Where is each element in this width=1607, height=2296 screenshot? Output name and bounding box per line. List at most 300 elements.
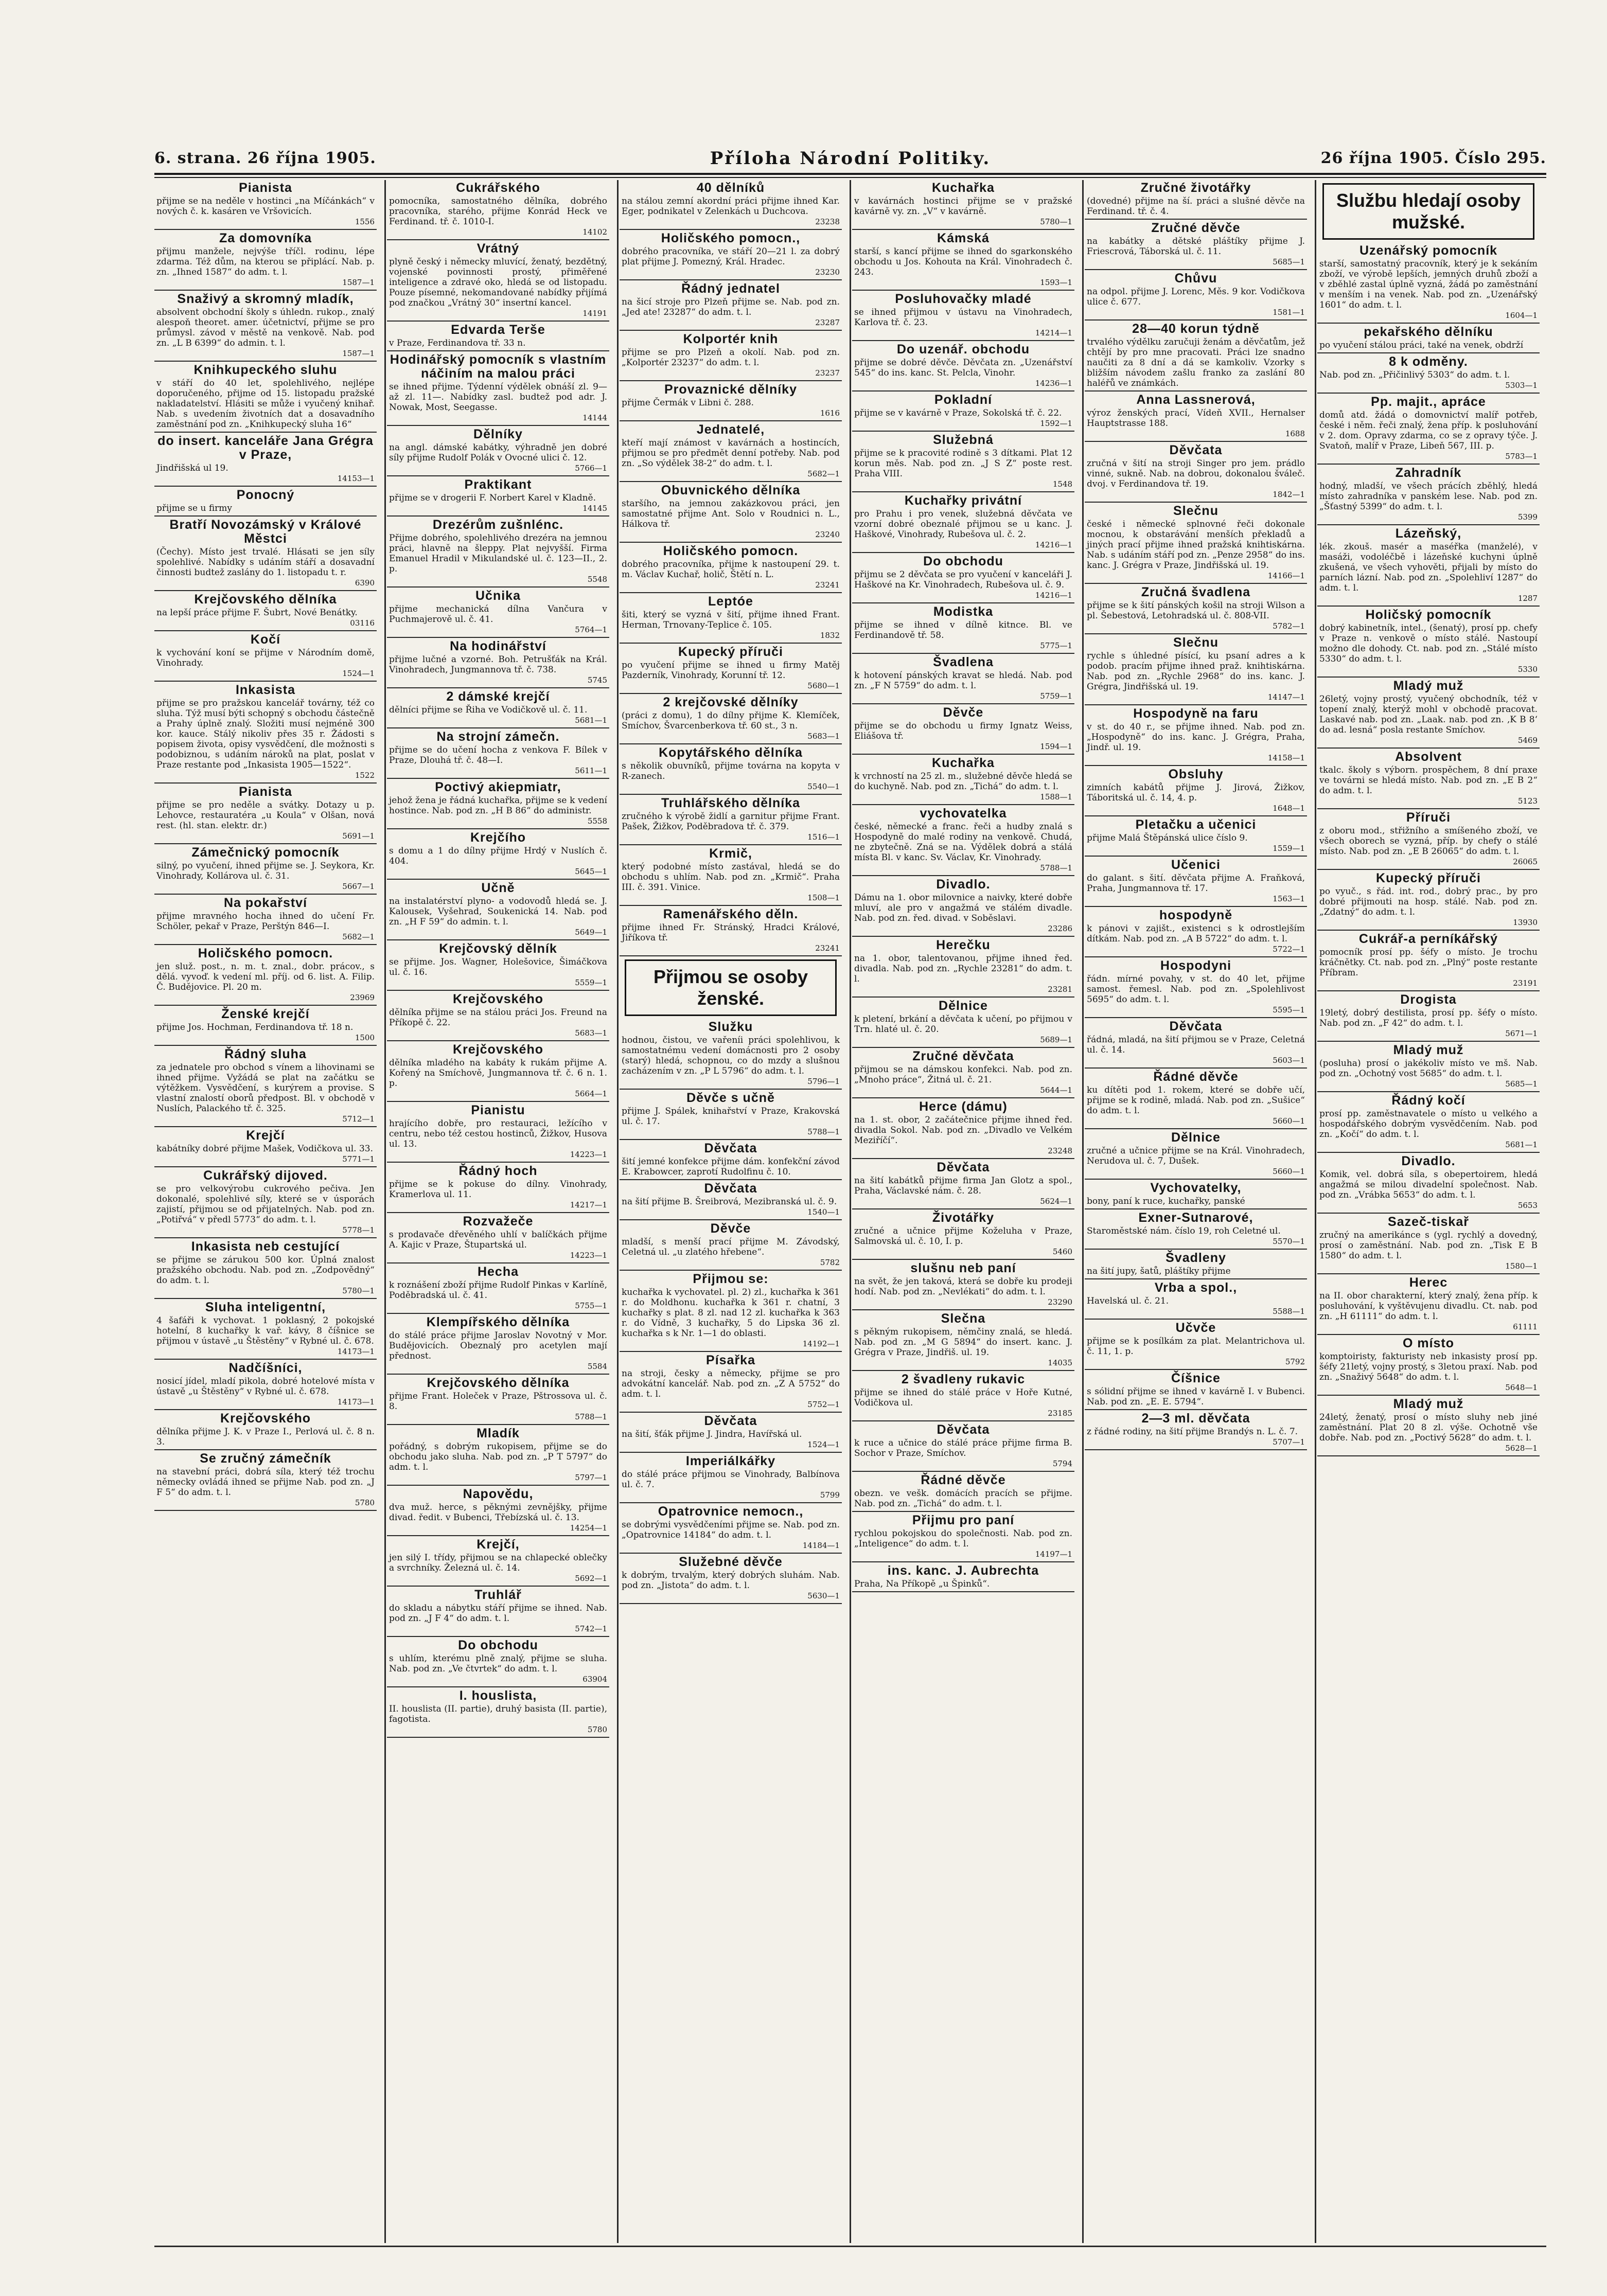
ad-title: O místo xyxy=(1402,1336,1455,1350)
classified-ad xyxy=(620,282,842,331)
ad-title: Řádné děvče xyxy=(1153,1070,1239,1084)
ad-body: přijmou se na dámskou konfekci. Nab. pod zn. „Mnoho práce“, Žitná ul. č. 21. xyxy=(854,1064,1072,1085)
classified-ad xyxy=(1085,585,1307,634)
classified-ad xyxy=(1085,504,1307,584)
classified-ad xyxy=(1085,272,1307,321)
ad-title: Děvčata xyxy=(1169,443,1223,457)
ad-body: 26letý, vojny prostý, vyučený obchodník, též v topení znalý, kterýž mohl v obchodě pracovat. Laskavé nab. pod zn. „Laak. nab. pod zn. ‚K B 8‘ do ad. lesná“ posla restante Smíchov. xyxy=(1319,694,1538,735)
ad-number: 5682—1 xyxy=(807,469,840,478)
ad-body: výroz ženských prací, Vídeň XVII., Hernalser Hauptstrasse 188. xyxy=(1087,408,1305,429)
classified-ad xyxy=(1317,527,1540,607)
ad-number: 5628—1 xyxy=(1505,1444,1538,1453)
ad-number: 23290 xyxy=(1048,1297,1072,1307)
ad-number: 5660—1 xyxy=(1273,1167,1305,1176)
ad-number: 5771—1 xyxy=(342,1154,375,1164)
ad-title: Přijmu pro paní xyxy=(912,1513,1015,1527)
classified-ad xyxy=(1085,1181,1307,1209)
classified-ad xyxy=(154,232,377,291)
ad-body: na šití jupy, šatů, pláštíky přijme xyxy=(1087,1266,1231,1276)
ad-body: na instalatérství plyno- a vodovodů hledá se. J. Kalousek, Vyšehrad, Soukenická 14. Nab. pod zn. „H F 59“ do admin. t. l. xyxy=(389,896,607,927)
classified-ad xyxy=(852,1423,1074,1472)
ad-title: Pianista xyxy=(239,785,292,799)
ad-number: 14173—1 xyxy=(337,1347,375,1356)
classified-ad xyxy=(1085,959,1307,1018)
ad-body: se pro velkovýrobu cukrového pečiva. Jen dokonalé, spolehlivé síly, které se v úsporách zajistí, přijmou se od přijatelných. Nab. pod zn. „Potiřvá“ v předl 5773“ do adm. t. l. xyxy=(156,1184,375,1225)
ad-number: 5680—1 xyxy=(807,681,840,690)
ad-title: Cukrářského xyxy=(456,181,540,195)
ad-title: Řádný sluha xyxy=(224,1047,307,1061)
ad-body: (dovedné) přijme na ší. práci a slušné děvče na Ferdinand. tř. č. 4. xyxy=(1087,196,1305,217)
ad-body: k vrchností na 25 zl. m., služebné děvče hledá se do kuchyně. Nab. pod zn. „Tichá“ do adm. t. l. xyxy=(854,771,1072,792)
classified-ad xyxy=(1317,750,1540,809)
ad-title: Zámečnický pomocník xyxy=(191,845,340,860)
ad-title: Dělníky xyxy=(473,427,523,441)
ad-number: 14144 xyxy=(582,413,607,422)
ad-title: Drezérům zušnlénc. xyxy=(432,518,564,532)
ad-number: 6390 xyxy=(355,578,375,588)
header-rule-thin xyxy=(154,177,1546,178)
ad-body: do stálé práce přijme Jaroslav Novotný v Mor. Budějovicích. Obeznalý pro acetylen mají přednost. xyxy=(389,1330,607,1361)
page-header-right: 26 října 1905. Číslo 295. xyxy=(1320,149,1546,167)
ad-title: Imperiálkářky xyxy=(685,1454,776,1468)
classified-ad xyxy=(387,428,609,476)
ad-title: Rozvažeče xyxy=(463,1214,534,1229)
ad-number: 5653 xyxy=(1517,1201,1538,1210)
ad-title: Mladý muž xyxy=(1393,1043,1464,1057)
ad-body: přijme se ihned do stálé práce v Hoře Kutné, Vodičkova ul. xyxy=(854,1387,1072,1408)
ad-body: šiti, který se vyzná v šití, přijme ihned Frant. Herman, Trnovany-Teplice č. 105. xyxy=(622,610,840,630)
classified-ad xyxy=(620,1091,842,1140)
column-divider xyxy=(1315,180,1316,2243)
ad-title: Švadleny xyxy=(1165,1251,1226,1265)
ad-body: na 1. obor, talentovanou, přijme ihned řed. divadla. Nab. pod zn. „Rychle 23281“ do adm. t. l. xyxy=(854,953,1072,984)
ad-number: 5603—1 xyxy=(1273,1056,1305,1065)
ad-number: 14254—1 xyxy=(570,1523,607,1533)
ad-title: Děvčata xyxy=(937,1422,990,1437)
ad-body: za jednatele pro obchod s vínem a lihovinami se ihned přijme. Vyžádá se plat na začátku se výtěžkem. Vysvědčení, s kurýrem a provise. S vlastní znalostí oborů předpost. Bl. v obchodě v Nuslích, Palackého tř. č. 325. xyxy=(156,1062,375,1114)
ad-number: 5681—1 xyxy=(1505,1140,1538,1149)
ad-title: Knihkupeckého sluhu xyxy=(193,363,338,377)
ad-title: Leptóe xyxy=(708,594,753,609)
classified-ad xyxy=(620,1505,842,1554)
ad-body: staršího, na jemnou zakázkovou práci, jen samostatné přijme Ant. Solo v Roudnici n. L., Hálkova tř. xyxy=(622,499,840,529)
classified-ad xyxy=(387,353,609,426)
ad-body: přijme se do obchodu u firmy Ignatz Weiss, Eliášova tř. xyxy=(854,721,1072,741)
classified-ad xyxy=(1317,1276,1540,1335)
classified-ad xyxy=(154,1301,377,1360)
classified-ad xyxy=(1317,811,1540,870)
ad-body: přijme se v kavárně v Praze, Sokolská tř. č. 22. xyxy=(854,408,1062,418)
ad-title: Opatrovnice nemocn., xyxy=(658,1504,804,1519)
ad-number: 5664—1 xyxy=(575,1089,607,1098)
ad-number: 5611—1 xyxy=(575,766,607,775)
classified-ad xyxy=(387,1376,609,1425)
ad-body: mladší, s menší prací přijme M. Závodský, Celetná ul. „u zlatého hřebene“. xyxy=(622,1237,840,1257)
ad-number: 1540—1 xyxy=(807,1207,840,1217)
ad-title: Děvčata xyxy=(704,1414,757,1428)
ad-number: 5796—1 xyxy=(807,1077,840,1086)
ad-number: 5584 xyxy=(587,1362,607,1371)
ad-title: Kupecký příruči xyxy=(678,645,783,659)
ad-title: Holičského pomocn., xyxy=(661,231,801,245)
classified-ad xyxy=(1317,608,1540,678)
classified-ad xyxy=(387,730,609,779)
classified-ad xyxy=(852,938,1074,998)
classified-ad xyxy=(620,696,842,744)
classified-ad xyxy=(387,589,609,638)
classified-ad xyxy=(154,785,377,844)
classified-ad xyxy=(387,1588,609,1637)
ad-body: z řádné rodiny, na šití přijme Brandýs n. L. č. 7. xyxy=(1087,1427,1298,1437)
ad-title: Kočí xyxy=(250,632,281,647)
ad-number: 5752—1 xyxy=(807,1400,840,1409)
ad-body: zručné a učnice přijme se na Král. Vinohradech, Nerudova ul. č. 7, Dušek. xyxy=(1087,1146,1305,1166)
ad-body: přijme ihned Fr. Stránský, Hradci Králové, Jiříkova tř. xyxy=(622,922,840,943)
classified-ad xyxy=(852,706,1074,755)
ad-title: Kopytářského dělníka xyxy=(659,745,803,760)
ad-title: Holičského pomocn. xyxy=(198,946,333,960)
classified-ad xyxy=(1085,818,1307,857)
ad-number: 5399 xyxy=(1517,512,1538,522)
ad-title: Krejčovského xyxy=(453,992,543,1006)
ad-title: hospodyně xyxy=(1159,908,1233,922)
ad-body: v st. do 40 r., se přijme ihned. Nab. pod zn. „Hospodyně“ do ins. kanc. J. Grégra, Praha, Jindř. ul. 19. xyxy=(1087,722,1305,753)
ad-title: Učně xyxy=(481,881,515,895)
ad-body: ku dítěti pod 1. rokem, které se dobře učí, přijme se k rodině, mladá. Nab. pod zn. „Sušice“ do adm. t. l. xyxy=(1087,1085,1305,1116)
ad-number: 5540—1 xyxy=(807,782,840,791)
ad-title: Sluha inteligentní, xyxy=(205,1300,326,1314)
ad-title: Hospodyně na faru xyxy=(1133,706,1259,721)
classified-ad xyxy=(620,796,842,845)
classified-ad xyxy=(387,881,609,940)
ad-number: 5778—1 xyxy=(342,1225,375,1235)
ad-body: s domu a 1 do dílny přijme Hrdý v Nuslích č. 404. xyxy=(389,846,607,866)
classified-ad xyxy=(852,292,1074,341)
classified-ad xyxy=(387,942,609,991)
section-heading-box: Přijmou se osoby ženské. xyxy=(625,959,837,1016)
ad-number: 14223—1 xyxy=(570,1251,607,1260)
classified-ad xyxy=(154,683,377,784)
classified-ad xyxy=(387,1639,609,1687)
classified-ad xyxy=(154,1412,377,1450)
ad-body: nosicí jídel, mladí pikola, dobré hotelové místa v ústavě „u Štěstěny“ v Rybné ul. č. 678. xyxy=(156,1376,375,1397)
classified-ad xyxy=(1085,1321,1307,1370)
ad-title: Pletačku a učenici xyxy=(1135,817,1257,832)
ad-number: 1587—1 xyxy=(342,349,375,358)
column-4 xyxy=(852,180,1074,2243)
column-divider xyxy=(384,180,386,2243)
ad-number: 5649—1 xyxy=(575,928,607,937)
classified-ad xyxy=(1317,1215,1540,1274)
ad-title: Na pokařství xyxy=(223,896,308,910)
ad-title: Na hodinářství xyxy=(450,639,546,653)
ad-title: Herečku xyxy=(936,938,991,952)
ad-body: s prodavače dřevěného uhlí v balíčkách přijme A. Kajic v Praze, Štupartská ul. xyxy=(389,1230,607,1250)
ad-number: 5788—1 xyxy=(575,1412,607,1421)
classified-ad xyxy=(154,488,377,517)
page-header-center: Příloha Národní Politiky. xyxy=(710,148,991,169)
classified-ad xyxy=(620,332,842,381)
classified-ad xyxy=(154,633,377,682)
ad-body: tkalc. školy s výborn. prospěchem, 8 dní praxe ve továrni se hledá místo. Nab. pod zn. „E B 2“ do adm. t. l. xyxy=(1319,765,1538,796)
page-header xyxy=(154,149,1546,172)
classified-ad xyxy=(1317,993,1540,1042)
ad-body: přijme se do učení hocha z venkova F. Bílek v Praze, Dlouhá tř. č. 48—I. xyxy=(389,745,607,766)
classified-ad xyxy=(1317,1397,1540,1456)
classified-ad xyxy=(1317,466,1540,525)
ad-number: 1593—1 xyxy=(1040,278,1072,287)
ad-body: zimních kabátů přijme J. Jirová, Žižkov, Táboritská ul. č. 14, 4. p. xyxy=(1087,782,1305,803)
classified-ad xyxy=(620,1142,842,1180)
classified-ad xyxy=(1317,679,1540,749)
ad-body: trvalého výdělku zaručuji ženám a děvčatům, jež chtějí by pro mne pracovati. Práci lze snadno naučiti za 8 dní a dá se kamkoliv. Vzorky s bližším návodem zašlu franko za zaslání 80 haléřů ve známkách. xyxy=(1087,337,1305,388)
classified-ad xyxy=(154,896,377,945)
classified-ad xyxy=(1317,1043,1540,1092)
ad-number: 5764—1 xyxy=(575,625,607,634)
classified-ad xyxy=(852,232,1074,291)
ad-number: 5712—1 xyxy=(342,1114,375,1124)
ad-number: 5644—1 xyxy=(1040,1085,1072,1095)
ad-number: 14158—1 xyxy=(1267,753,1305,762)
ad-title: Slečna xyxy=(941,1311,986,1326)
section-heading-box: Službu hledají osoby mužské. xyxy=(1322,183,1534,240)
ad-body: pořádný, s dobrým rukopisem, přijme se do obchodu jako sluha. Nab. pod zn. „P T 5797“ do adm. t. l. xyxy=(389,1441,607,1472)
ad-title: Pianista xyxy=(239,181,292,195)
ad-title: Hospodyni xyxy=(1160,958,1232,973)
ad-body: Havelská ul. č. 21. xyxy=(1087,1296,1169,1306)
ad-number: 5691—1 xyxy=(342,831,375,841)
ad-body: 19letý, dobrý destilista, prosí pp. šéfy o místo. Nab. pod zn. „F 42“ do adm. t. l. xyxy=(1319,1008,1538,1028)
classified-ad xyxy=(1085,1211,1307,1250)
classified-ad xyxy=(154,1240,377,1299)
ad-number: 1500 xyxy=(355,1033,375,1042)
classified-ad xyxy=(852,494,1074,553)
ad-title: Kuchařka xyxy=(932,181,995,195)
ad-number: 5782 xyxy=(820,1258,840,1267)
classified-ad xyxy=(852,433,1074,492)
ad-title: Posluhovačky mladé xyxy=(895,292,1032,306)
ad-number: 14153—1 xyxy=(337,474,375,483)
ad-body: na II. obor charakterní, který znalý, žena příp. k posluhování, k vyštěvujenu divadlu. Ct. nab. pod zn. „H 61111“ do adm. t. l. xyxy=(1319,1291,1538,1322)
classified-ad xyxy=(154,434,377,487)
ad-title: Vychovatelky, xyxy=(1150,1181,1242,1195)
ad-title: Snaživý a skromný mladík, xyxy=(177,292,354,306)
ad-title: Ponocný xyxy=(236,488,295,502)
ad-body: Jindřišská ul 19. xyxy=(156,463,228,473)
classified-ad xyxy=(620,383,842,421)
classified-ad xyxy=(852,343,1074,391)
ad-title: Kolportér knih xyxy=(683,332,779,346)
ad-body: přijme se pro neděle a svátky. Dotazy u p. Lehovce, restauratéra „u Koula“ v Olšan, nová rest. (hl. stan. elektr. dr.) xyxy=(156,800,375,831)
ad-number: 5595—1 xyxy=(1273,1005,1305,1014)
ad-body: v Praze, Ferdinandova tř. 33 n. xyxy=(389,338,526,348)
classified-ad xyxy=(1317,1337,1540,1396)
classified-ad xyxy=(387,1043,609,1102)
ad-body: se dobrými vysvědčeními přijme se. Nab. pod zn. „Opatrovnice 14184“ do adm. t. l. xyxy=(622,1520,840,1540)
ad-title: Zručné děvče xyxy=(1151,221,1241,235)
ad-body: přijme Frant. Holeček v Praze, Pštrossova ul. č. 8. xyxy=(389,1391,607,1412)
ad-body: Staroměstské nám. číslo 19, roh Celetné ul. xyxy=(1087,1226,1281,1236)
ad-title: Zručné děvčata xyxy=(912,1049,1014,1063)
ad-body: kabátníky dobré přijme Mašek, Vodičkova ul. 33. xyxy=(156,1144,374,1154)
ad-title: Pp. majit., apráce xyxy=(1371,395,1486,409)
ad-body: přijme lučné a vzorné. Boh. Petrušťák na Král. Vinohradech, Jungmannova tř. č. 738. xyxy=(389,654,607,675)
classified-ad xyxy=(154,593,377,631)
ad-number: 5766—1 xyxy=(575,464,607,473)
ad-number: 23238 xyxy=(815,217,840,226)
classified-ad xyxy=(620,423,842,482)
ad-body: přijme J. Spálek, knihařství v Praze, Krakovská ul. č. 17. xyxy=(622,1106,840,1127)
ad-title: Drogista xyxy=(1400,992,1457,1007)
ad-body: 24letý, ženatý, prosí o místo sluhy neb jiné zaměstnání. Plat 20 8 zl. výše. Ochotně vše dobře. Nab. pod zn. „Poctivý 5628“ do adm. t. l. xyxy=(1319,1412,1538,1443)
column-divider xyxy=(1082,180,1084,2243)
ad-number: 26065 xyxy=(1513,857,1538,866)
classified-ad xyxy=(387,1103,609,1163)
classified-ad xyxy=(154,1169,377,1238)
ad-body: české, německé a franc. řeči a hudby znalá s Hospodyně do malé rodiny na venkově. Chudá, ne zbytečně. Zná se na. Výdělek dobrá a stálá místa Bl. v kanc. Sv. Václav, Kr. Vinohrady. xyxy=(854,822,1072,863)
classified-ad xyxy=(1085,1020,1307,1069)
ad-number: 14147—1 xyxy=(1267,692,1305,702)
ad-title: Ženské krejčí xyxy=(221,1007,310,1021)
ad-body: silný, po vyučení, ihned přijme se. J. Seykora, Kr. Vinohrady, Kollárova ul. č. 31. xyxy=(156,861,375,881)
ad-number: 14216—1 xyxy=(1035,591,1072,600)
ad-body: s sólidní přijme se ihned v kavárně I. v Bubenci. Nab. pod zn. „E. E. 5794“. xyxy=(1087,1386,1305,1407)
classified-ad xyxy=(387,1427,609,1486)
classified-ad xyxy=(1085,322,1307,391)
ad-number: 5759—1 xyxy=(1040,691,1072,701)
classified-ad xyxy=(1085,1412,1307,1450)
ad-number: 5671—1 xyxy=(1505,1029,1538,1038)
ad-body: pomocník prosí pp. šéfy o místo. Je trochu kráčnětky. Ct. nab. pod zn. „Plný“ poste restante Příbram. xyxy=(1319,947,1538,978)
classified-ad xyxy=(387,1538,609,1587)
classified-ad xyxy=(1317,871,1540,931)
ad-body: k pánovi v zajišt., existenci s k odrostlejším dítkám. Nab. pod zn. „A B 5722“ do adm. t. l. xyxy=(1087,923,1305,944)
ad-number: 13930 xyxy=(1513,918,1538,927)
ad-number: 5685—1 xyxy=(1273,257,1305,266)
classified-ad xyxy=(1085,768,1307,816)
classified-ad xyxy=(852,555,1074,603)
classified-ad xyxy=(154,181,377,230)
ad-number: 03116 xyxy=(350,618,375,628)
ad-number: 14191 xyxy=(582,309,607,318)
classified-ad xyxy=(620,1414,842,1453)
ad-body: 4 šafáři k vychovat. 1 poklasný, 2 pokojské hotelní, 8 kuchařky k vař. kávy, 8 číšnice se přijmou v ústavě „u Štěstěny“ v Rybné ul. č. 678. xyxy=(156,1315,375,1346)
ad-body: rychlou pokojskou do společnosti. Nab. pod zn. „Inteligence“ do adm. t. l. xyxy=(854,1528,1072,1549)
ad-body: v kavárnách hostinci přijme se v pražské kavárně vy. zn. „V“ v kavárně. xyxy=(854,196,1072,217)
ad-number: 1616 xyxy=(820,408,840,418)
ad-title: Řádný jednatel xyxy=(681,281,780,296)
ad-body: přijme se pro Plzeň a okolí. Nab. pod zn. „Kolportér 23237“ do adm. t. l. xyxy=(622,347,840,368)
classified-ad xyxy=(387,639,609,688)
ad-number: 5788—1 xyxy=(807,1127,840,1136)
ad-body: na stavební práci, dobrá síla, který též trochu německy ovládá ihned se přijme Nab. pod zn. „J F 5“ do adm. t. l. xyxy=(156,1467,375,1498)
ad-title: Se zručný zámečník xyxy=(200,1451,331,1466)
ad-body: k roznášení zboží přijme Rudolf Pinkas v Karlíně, Poděbradská ul. č. 41. xyxy=(389,1280,607,1301)
ad-body: dělníka přijme J. K. v Praze I., Perlová ul. č. 8 n. 3. xyxy=(156,1427,375,1447)
ad-title: Služebné děvče xyxy=(679,1555,783,1569)
classified-ad xyxy=(852,1312,1074,1371)
ad-number: 1524—1 xyxy=(807,1440,840,1449)
ad-body: dva muž. herce, s pěknými zevnějšky, přijme divad. ředit. v Bubenci, Třebízská ul. č. 13. xyxy=(389,1502,607,1523)
ad-title: Číšnice xyxy=(1171,1371,1221,1385)
ad-title: Krejčovského dělníka xyxy=(194,592,337,607)
ad-title: 2 dámské krejčí xyxy=(446,689,550,704)
classified-ad xyxy=(620,1182,842,1220)
ad-title: Kámská xyxy=(937,231,990,245)
classified-ad xyxy=(154,846,377,895)
ad-number: 23230 xyxy=(815,268,840,277)
classified-ad xyxy=(154,1361,377,1410)
ad-number: 14217—1 xyxy=(570,1200,607,1209)
ad-title: Nadčíšníci, xyxy=(228,1361,303,1375)
ad-body: dobrý kabinetník, intel., (šenatý), prosí pp. chefy v Praze n. venkově o místo stálé. Nastoupí možno dle dohody. Ct. nab. pod zn. „Stálé místo 5330“ do adm. t. l. xyxy=(1319,623,1538,664)
ad-body: (posluha) prosí o jakékoliv místo ve mš. Nab. pod zn. „Ochotný vost 5685“ do adm. t. l. xyxy=(1319,1058,1538,1079)
ad-number: 1587—1 xyxy=(342,278,375,287)
ad-number: 5780—1 xyxy=(1040,217,1072,226)
classified-ad xyxy=(620,181,842,230)
classified-ad xyxy=(1085,221,1307,270)
ad-number: 14145 xyxy=(582,504,607,513)
ad-title: Učnika xyxy=(475,589,521,603)
ad-title: 28—40 korun týdně xyxy=(1132,322,1260,336)
ad-title: Absolvent xyxy=(1395,750,1462,764)
ad-title: vychovatelka xyxy=(920,806,1007,821)
ad-number: 1842—1 xyxy=(1273,490,1305,499)
ad-number: 5558 xyxy=(587,816,607,826)
ad-body: zručné a učnice přijme Koželuha v Praze, Salmovská ul. č. 10, I. p. xyxy=(854,1226,1072,1247)
ad-body: k pletení, brkání a děvčata k učení, po přijmou v Trn. hlaté ul. č. 20. xyxy=(854,1014,1072,1035)
ad-body: na šití kabátků přijme firma Jan Glotz a spol., Praha, Václavské nám. č. 28. xyxy=(854,1176,1072,1196)
ad-number: 63904 xyxy=(582,1675,607,1684)
ad-body: který podobné místo zastával, hledá se do obchodu s uhlím. Nab. pod zn. „Krmič“. Praha III. č. 391. Vinice. xyxy=(622,862,840,893)
classified-ad xyxy=(852,878,1074,937)
ad-number: 5303—1 xyxy=(1505,381,1538,390)
ad-title: Řádný hoch xyxy=(458,1164,538,1178)
ad-body: bony, paní k ruce, kuchařky, panské xyxy=(1087,1196,1245,1206)
ad-body: se přijme. Jos. Wagner, Holešovice, Šimáčkova ul. č. 16. xyxy=(389,957,607,977)
ad-body: na šicí stroje pro Plzeň přijme se. Nab. pod zn. „Jed ate! 23287“ do adm. t. l. xyxy=(622,297,840,317)
classified-ad xyxy=(1317,355,1540,394)
ad-number: 23241 xyxy=(815,944,840,953)
ad-body: jen silý I. třídy, přijmou se na chlapecké oblečky a svrchníky. Železná ul. č. 14. xyxy=(389,1553,607,1573)
classified-ad xyxy=(1317,244,1540,324)
ad-body: k vychování koní se přijme v Národním domě, Vinohrady. xyxy=(156,648,375,668)
classified-ad xyxy=(852,1373,1074,1421)
ad-title: Dělnice xyxy=(939,999,988,1013)
ad-title: Poctivý akiepmiatr, xyxy=(435,780,561,794)
ad-number: 14184—1 xyxy=(802,1541,840,1550)
ad-body: se ihned přijmou v ústavu na Vinohradech, Karlova tř. č. 23. xyxy=(854,307,1072,328)
ad-title: Přijmou se: xyxy=(693,1272,769,1286)
ad-body: české i německé splnovné řeči dokonale mocnou, k obstarávání menších překladů a jiných prací přijme ihned pražská knihtiskárna. Nab. s udáním stáří pod zn. „Penze 2958“ do ins. kanc. J. Grégra v Praze, Jindřišská ul. 19. xyxy=(1087,519,1305,571)
ad-title: Krejčí xyxy=(246,1128,285,1143)
classified-ad xyxy=(1317,325,1540,353)
ad-title: Exner-Sutnarové, xyxy=(1138,1211,1253,1225)
ad-body: přijme se na neděle v hostinci „na Míčánkách“ v nových č. k. kasáren ve Vršovicích. xyxy=(156,196,375,217)
ad-title: Krejčí, xyxy=(476,1537,520,1552)
ad-title: Inkasista neb cestující xyxy=(191,1239,340,1254)
classified-ad xyxy=(154,292,377,362)
classified-ad xyxy=(154,518,377,591)
ad-title: pekařského dělníku xyxy=(1364,325,1493,339)
ad-number: 5799 xyxy=(820,1490,840,1500)
ad-title: Truhlář xyxy=(474,1588,522,1602)
classified-ad xyxy=(1317,932,1540,991)
ad-body: hodnou, čistou, ve vařeníi práci spolehlivou, k samostatnému vedení domácnosti pro 2 osoby (starý) hledá, schopnou, co do mzdy a slušnou zacházením v zn. „P L 5796“ do adm. t. l. xyxy=(622,1035,840,1076)
classified-ad xyxy=(620,595,842,644)
ad-body: komptoiristy, fakturisty neb inkasisty prosí pp. šéfy 21letý, vojny prostý, s 3letou praxí. Nab. pod zn. „Snaživý 5648“ do adm. t. l. xyxy=(1319,1351,1538,1382)
classified-ad xyxy=(620,645,842,694)
